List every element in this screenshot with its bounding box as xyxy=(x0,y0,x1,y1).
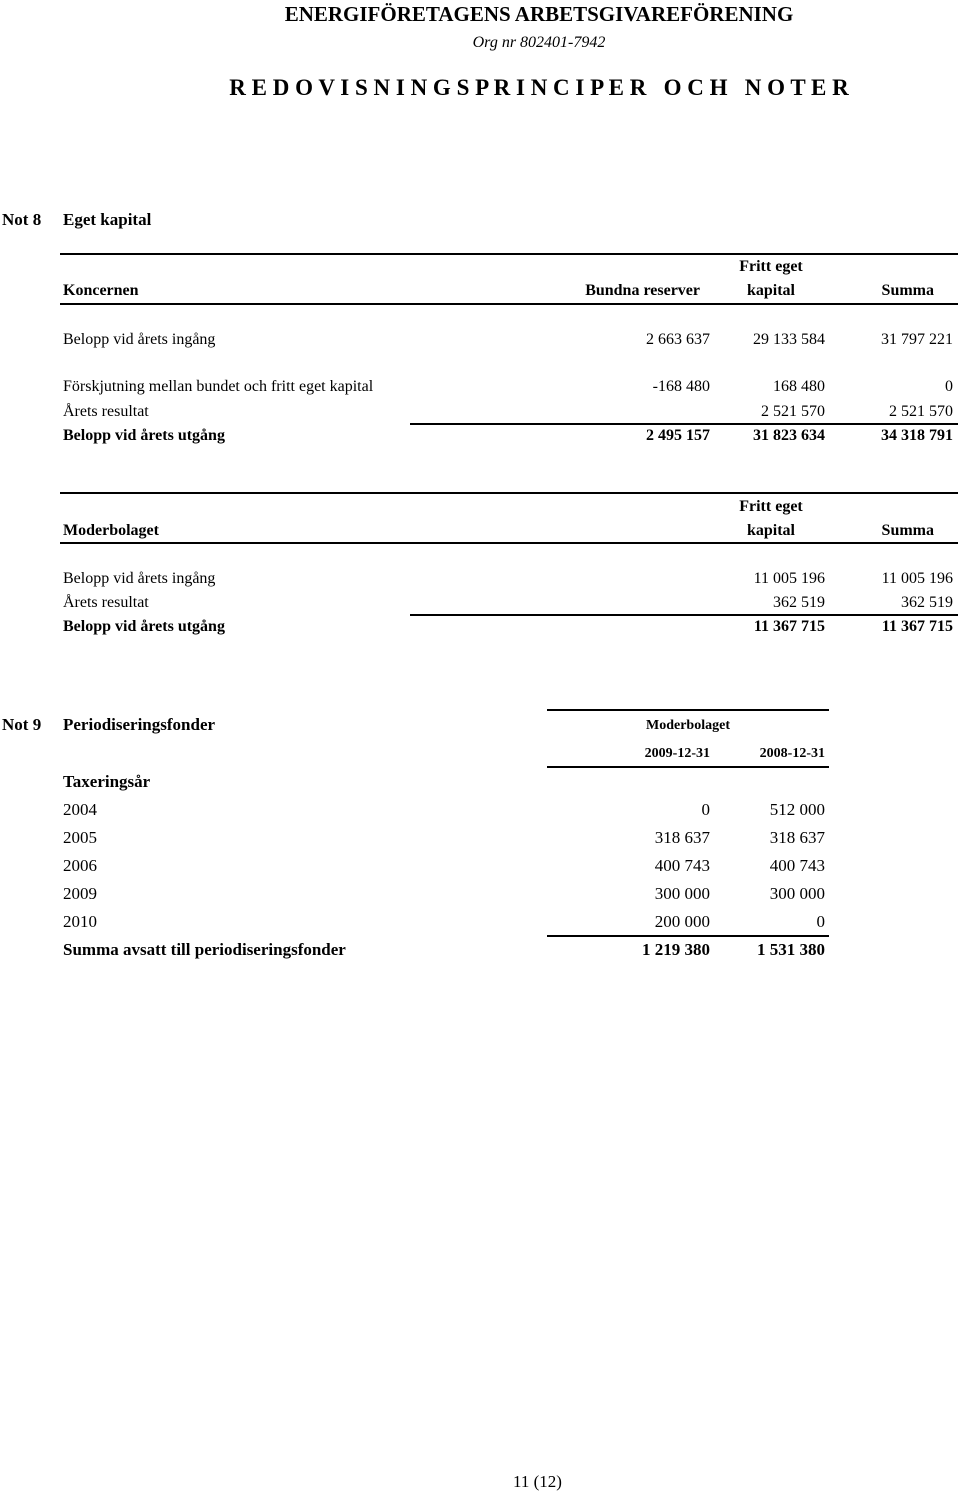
row-label: Belopp vid årets ingång xyxy=(63,331,216,348)
row-value-summa: 11 367 715 xyxy=(881,618,953,635)
row-value-summa: 11 005 196 xyxy=(881,570,953,587)
note9-col-2009: 2009-12-31 xyxy=(644,746,710,761)
note8-title: Eget kapital xyxy=(63,210,152,229)
note9-title: Periodiseringsfonder xyxy=(63,715,216,734)
row-year: 2009 xyxy=(63,884,97,903)
row-value-2009: 0 xyxy=(701,800,710,819)
row-value-summa: 31 797 221 xyxy=(881,331,953,348)
row-label: Förskjutning mellan bundet och fritt eget kapital xyxy=(63,378,374,395)
organization-name: ENERGIFÖRETAGENS ARBETSGIVAREFÖRENING xyxy=(284,2,794,26)
row-label: Belopp vid årets utgång xyxy=(63,427,225,444)
row-value-fritt: 11 005 196 xyxy=(753,570,825,587)
note9-col-2008: 2008-12-31 xyxy=(759,746,825,761)
row-value-fritt: 2 521 570 xyxy=(761,403,825,420)
row-label: Summa avsatt till periodiseringsfonder xyxy=(63,940,346,959)
page-number: 11 (12) xyxy=(513,1472,562,1491)
moderbolaget-top-rule xyxy=(60,492,958,494)
moderbolaget-total-rule xyxy=(410,614,958,616)
moderbolaget-header-rule xyxy=(60,542,958,544)
row-value-2009: 200 000 xyxy=(654,912,710,931)
note9-row-header: Taxeringsår xyxy=(63,772,151,791)
koncernen-header-rule xyxy=(60,303,958,305)
moderbolaget-col-fritt-line1: Fritt eget xyxy=(739,498,803,515)
note9-header-rule xyxy=(547,766,829,768)
moderbolaget-col-summa: Summa xyxy=(881,522,934,539)
note9-label: Not 9 xyxy=(2,715,42,734)
row-value-2009: 318 637 xyxy=(654,828,710,847)
row-value-2009: 300 000 xyxy=(654,884,710,903)
row-value-2008: 512 000 xyxy=(769,800,825,819)
row-year: 2004 xyxy=(63,800,97,819)
moderbolaget-col-fritt-line2: kapital xyxy=(746,522,795,539)
koncernen-col-summa: Summa xyxy=(881,282,934,299)
row-value-fritt: 31 823 634 xyxy=(753,427,825,444)
row-year: 2006 xyxy=(63,856,97,875)
koncernen-heading: Koncernen xyxy=(63,282,139,299)
row-value-summa: 34 318 791 xyxy=(881,427,953,444)
row-year: 2005 xyxy=(63,828,97,847)
row-value-2009: 400 743 xyxy=(654,856,710,875)
row-value-fritt: 362 519 xyxy=(773,594,825,611)
row-label: Årets resultat xyxy=(63,594,149,611)
note9-total-rule xyxy=(547,935,829,937)
row-value-2008: 0 xyxy=(816,912,825,931)
koncernen-top-rule xyxy=(60,253,958,255)
row-value-2008: 400 743 xyxy=(769,856,825,875)
row-label: Belopp vid årets utgång xyxy=(63,618,225,635)
row-value-2008: 300 000 xyxy=(769,884,825,903)
row-value-bundna: -168 480 xyxy=(652,378,710,395)
row-value-2008: 318 637 xyxy=(769,828,825,847)
row-value-fritt: 168 480 xyxy=(773,378,825,395)
row-value-summa: 0 xyxy=(945,378,953,395)
row-value-fritt: 29 133 584 xyxy=(753,331,825,348)
section-title: R E D O V I S N I N G S P R I N C I P E R O C H N O T E R xyxy=(229,75,849,100)
koncernen-col-bundna: Bundna reserver xyxy=(585,282,700,299)
note8-label: Not 8 xyxy=(2,210,42,229)
note9-group-header: Moderbolaget xyxy=(646,718,730,733)
koncernen-col-fritt-line1: Fritt eget xyxy=(739,258,803,275)
row-label: Årets resultat xyxy=(63,403,149,420)
row-value-bundna: 2 663 637 xyxy=(646,331,710,348)
koncernen-total-rule xyxy=(410,423,958,425)
row-year: 2010 xyxy=(63,912,97,931)
row-value-2009: 1 219 380 xyxy=(642,940,710,959)
organization-number: Org nr 802401-7942 xyxy=(472,34,606,51)
note9-top-rule xyxy=(547,709,829,711)
row-value-summa: 2 521 570 xyxy=(889,403,953,420)
row-label: Belopp vid årets ingång xyxy=(63,570,216,587)
row-value-2008: 1 531 380 xyxy=(757,940,825,959)
koncernen-col-fritt-line2: kapital xyxy=(746,282,795,299)
moderbolaget-heading: Moderbolaget xyxy=(63,522,159,539)
row-value-summa: 362 519 xyxy=(901,594,953,611)
row-value-bundna: 2 495 157 xyxy=(646,427,710,444)
row-value-fritt: 11 367 715 xyxy=(753,618,825,635)
